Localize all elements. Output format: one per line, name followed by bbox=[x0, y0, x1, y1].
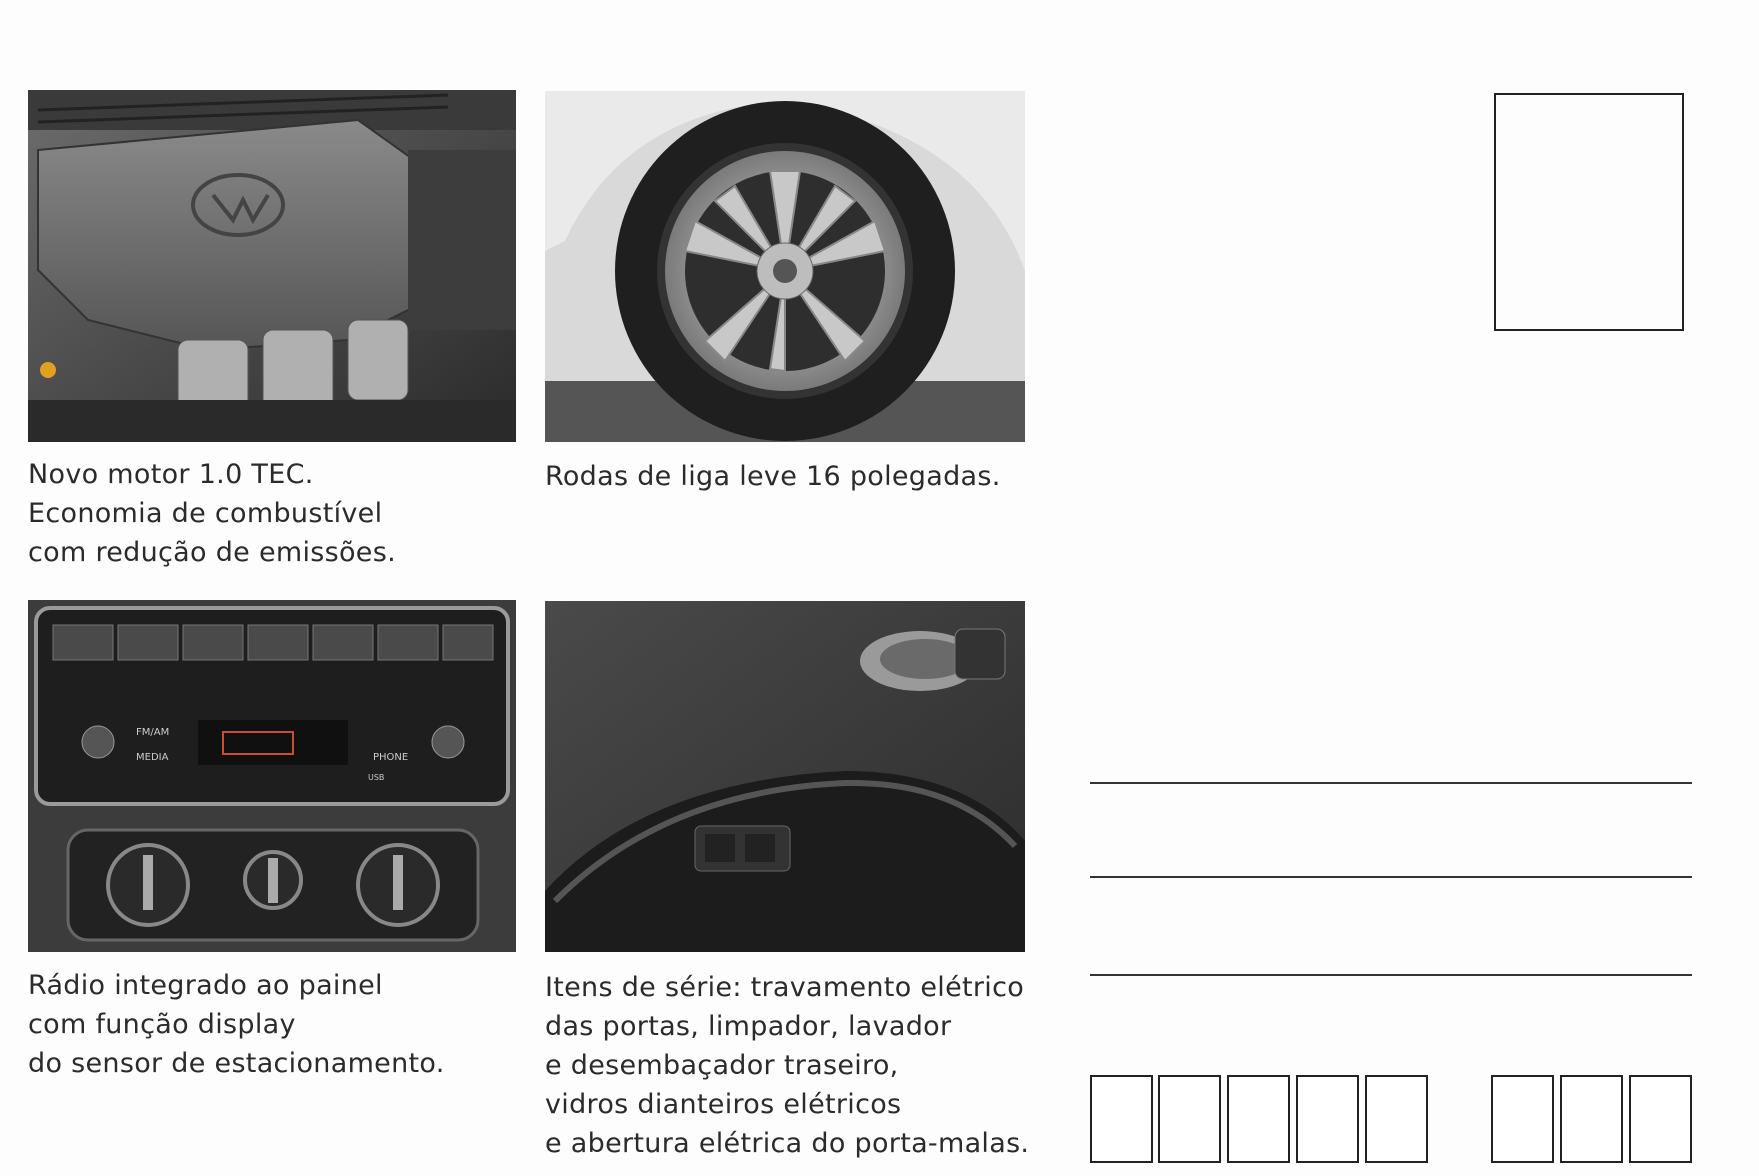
caption-line: Novo motor 1.0 TEC. bbox=[28, 459, 314, 490]
radio-media-label: MEDIA bbox=[136, 752, 169, 763]
cep-digit-box bbox=[1560, 1075, 1623, 1163]
address-line bbox=[1090, 974, 1692, 976]
caption-line: vidros dianteiros elétricos bbox=[545, 1089, 902, 1120]
caption-line: e desembaçador traseiro, bbox=[545, 1050, 899, 1081]
caption-line: das portas, limpador, lavador bbox=[545, 1011, 952, 1042]
cep-digit-box bbox=[1629, 1075, 1692, 1163]
caption-line: Itens de série: travamento elétrico bbox=[545, 972, 1025, 1003]
door-photo bbox=[545, 601, 1025, 952]
caption-line: Rádio integrado ao painel bbox=[28, 970, 383, 1001]
cep-digit-box bbox=[1158, 1075, 1221, 1163]
cep-digit-box bbox=[1296, 1075, 1359, 1163]
caption-line: com redução de emissões. bbox=[28, 537, 396, 568]
radio-usb-label: USB bbox=[368, 773, 385, 782]
radio-phone-label: PHONE bbox=[373, 752, 409, 763]
caption-line: Rodas de liga leve 16 polegadas. bbox=[545, 461, 1001, 492]
cep-digit-box bbox=[1491, 1075, 1554, 1163]
cep-digit-box bbox=[1227, 1075, 1290, 1163]
radio-fm-am-label: FM/AM bbox=[136, 727, 170, 738]
wheel-photo bbox=[545, 91, 1025, 442]
door-caption bbox=[545, 968, 1029, 1163]
radio-photo bbox=[28, 600, 516, 952]
engine-caption bbox=[28, 455, 396, 572]
cep-digit-box bbox=[1090, 1075, 1153, 1163]
cep-digit-box bbox=[1365, 1075, 1428, 1163]
caption-line: e abertura elétrica do porta-malas. bbox=[545, 1128, 1030, 1159]
caption-line: Economia de combustível bbox=[28, 498, 383, 529]
wheel-caption bbox=[545, 457, 1001, 496]
address-line bbox=[1090, 782, 1692, 784]
address-line bbox=[1090, 876, 1692, 878]
radio-caption bbox=[28, 966, 445, 1083]
stamp-box bbox=[1494, 93, 1684, 331]
engine-photo bbox=[28, 90, 516, 442]
caption-line: do sensor de estacionamento. bbox=[28, 1048, 445, 1079]
caption-line: com função display bbox=[28, 1009, 296, 1040]
